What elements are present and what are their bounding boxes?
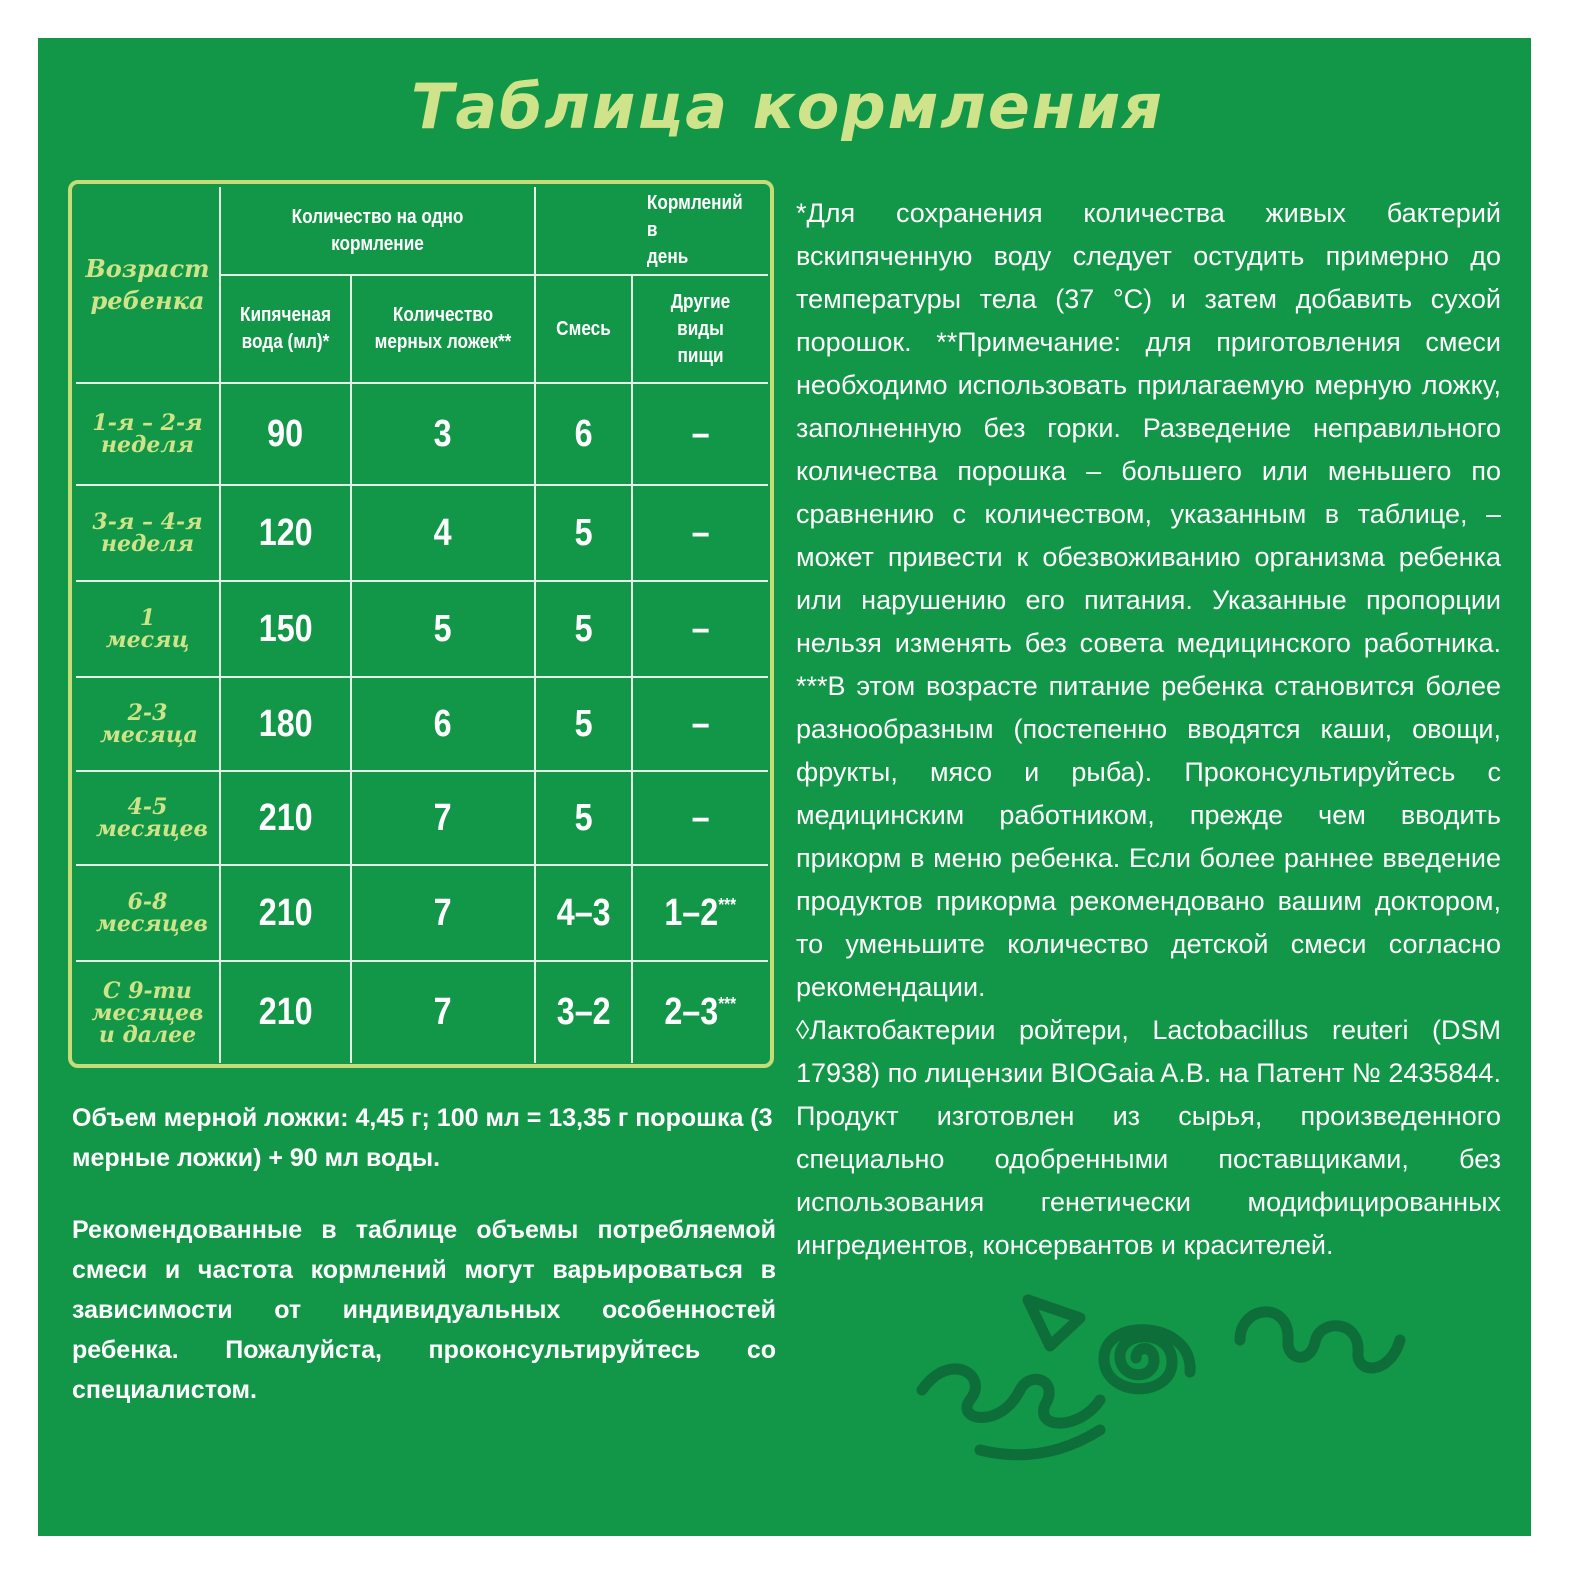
header-spoons: Количество мерных ложек** [351, 275, 535, 383]
header-other: Другие виды пищи [632, 275, 768, 383]
other-cell: – [691, 412, 710, 455]
formula-cell: 5 [574, 796, 593, 839]
footnote-product: Продукт изготовлен из сырья, произведенного специально одобренными поставщиками, без использования генетически модифицированных ингредиентов, консервантов и красителей. [796, 1101, 1501, 1260]
water-cell: 210 [258, 991, 313, 1033]
formula-cell: 4–3 [556, 891, 611, 934]
age-cell: 3-я – 4-я неделя [92, 509, 203, 557]
doodle-squiggle-right [1240, 1312, 1400, 1368]
spoons-cell: 3 [434, 412, 452, 455]
other-cell: 1–2*** [664, 891, 737, 934]
spoons-cell: 7 [434, 891, 452, 934]
formula-cell: 5 [574, 511, 593, 554]
water-cell: 210 [258, 796, 313, 839]
table-row [76, 383, 768, 485]
table-row [76, 677, 768, 771]
feeding-table [76, 187, 768, 1063]
spoons-cell: 7 [434, 991, 452, 1033]
water-cell: 90 [267, 412, 304, 455]
doodle-triangle [1028, 1300, 1080, 1346]
water-cell: 120 [258, 511, 313, 554]
formula-cell: 6 [574, 412, 593, 455]
water-cell: 150 [258, 607, 313, 650]
table-row [76, 961, 768, 1063]
footnote-strain: ◊Лактобактерии ройтери, Lactobacillus reuteri (DSM 17938) по лицензии BIOGaia A.B. на Патент № 2435844. [796, 1015, 1501, 1088]
other-cell: – [691, 607, 710, 650]
header-per-day-group: Кормлений в день [535, 187, 768, 275]
formula-cell: 5 [574, 702, 593, 745]
other-cell: – [691, 511, 710, 554]
header-water: Кипяченая вода (мл)* [220, 275, 351, 383]
footnotes [796, 192, 1501, 1267]
water-cell: 210 [258, 891, 313, 934]
other-cell: – [691, 796, 710, 839]
age-cell: 1-я – 2-я неделя [92, 410, 203, 458]
header-amount-group: Количество на одно кормление [220, 187, 535, 275]
table-row [76, 865, 768, 961]
doodle-hook-left [980, 1430, 1100, 1455]
spoons-cell: 6 [434, 702, 452, 745]
age-cell: 1 месяц [105, 605, 190, 653]
water-cell: 180 [258, 702, 313, 745]
age-cell: 4-5 месяцев [96, 794, 208, 842]
footnote-main: *Для сохранения количества живых бактерий вскипяченную воду следует остудить примерно до температуры тела (37 °С) и затем добавить сухой порошок. **Примечание: для приготовления смеси необходимо использовать прилагаемую мерную ложку, заполненную без горки. Разведение неправильного количества порошка – большего или меньшего по сравнению с количеством, указанным в таблице, – может привести к обезвоживанию организма ребенка или нарушению его питания. Указанные пропорции нельзя изменять без совета медицинского работника. ***В этом возрасте питание ребенка становится более разнообразным (постепенно вводятся каши, овощи, фрукты, мясо и рыба). Проконсультируйтесь с медицинским работником, прежде чем вводить прикорм в меню ребенка. Если более раннее введение продуктов прикорма рекомендовано вашим доктором, то уменьшите количество детской смеси согласно рекомендации. [796, 198, 1501, 1002]
age-cell: 2-3 месяца [100, 700, 198, 748]
age-cell: С 9-ти месяцев и далее [91, 977, 204, 1048]
spoons-cell: 7 [434, 796, 452, 839]
page-title: Таблица кормления [411, 70, 1164, 143]
spoons-cell: 5 [434, 607, 452, 650]
header-formula: Смесь [535, 275, 632, 383]
formula-cell: 3–2 [556, 991, 611, 1033]
doodle-decoration [910, 1280, 1490, 1470]
spoons-cell: 4 [434, 511, 452, 554]
doodle-spiral [1104, 1330, 1190, 1389]
formula-cell: 5 [574, 607, 593, 650]
age-cell: 6-8 месяцев [96, 889, 208, 937]
other-cell: – [691, 702, 710, 745]
recommendation-note: Рекомендованные в таблице объемы потребляемой смеси и частота кормлений могут варьироваться в зависимости от индивидуальных особенностей ребенка. Пожалуйста, проконсультируйтесь со специалистом. [72, 1216, 776, 1404]
table-row [76, 485, 768, 581]
other-cell: 2–3*** [664, 991, 737, 1033]
scoop-note: Объем мерной ложки: 4,45 г; 100 мл = 13,35 г порошка (3 мерные ложки) + 90 мл воды. [72, 1104, 773, 1172]
doodle-squiggle-left [922, 1369, 1100, 1423]
table-row [76, 581, 768, 677]
header-age: Возраст ребенка [76, 187, 220, 383]
table-row [76, 771, 768, 865]
